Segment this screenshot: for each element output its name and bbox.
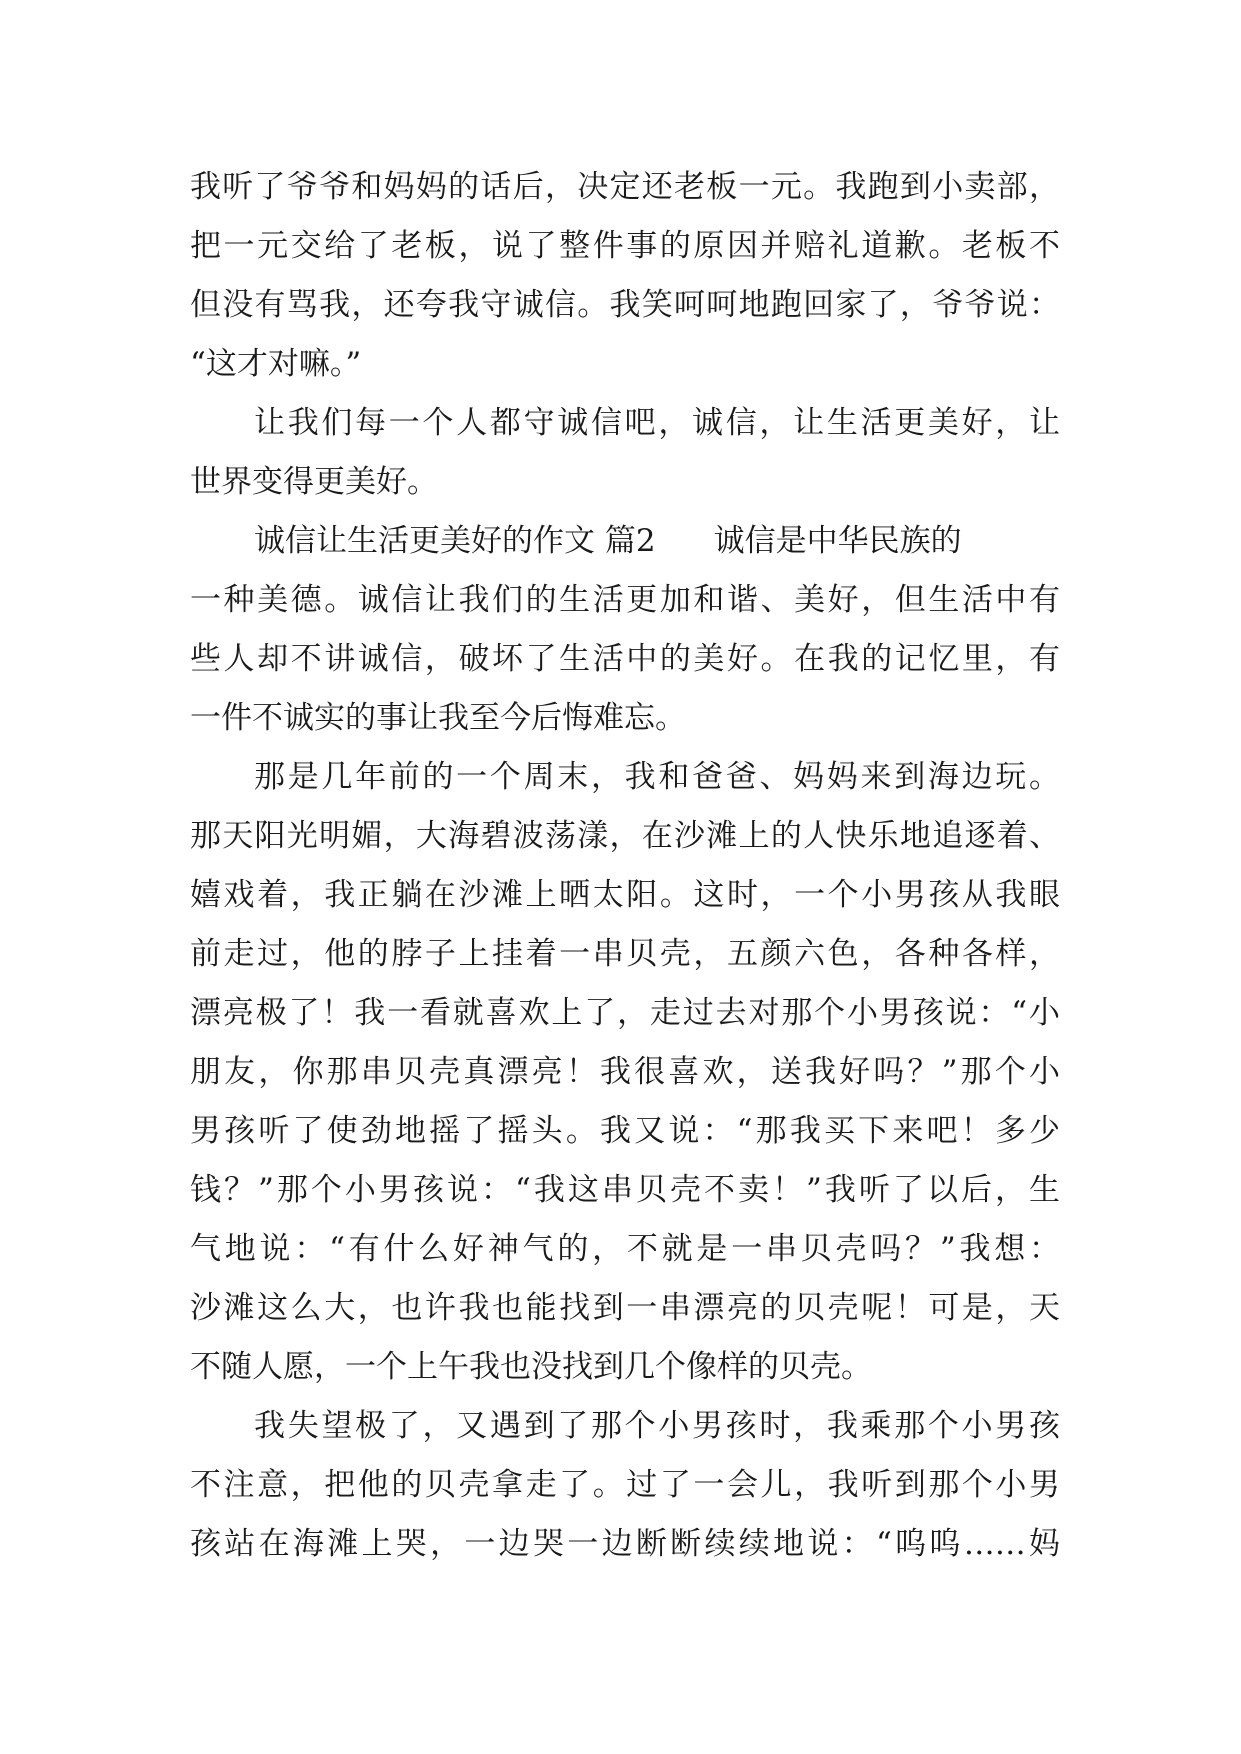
text-line xyxy=(190,512,1060,571)
essay-body xyxy=(190,158,1060,1574)
text-line: 不注意，把他的贝壳拿走了。过了一会儿，我听到那个小男 xyxy=(190,1467,1060,1503)
text-line: 男孩听了使劲地摇了摇头。我又说：“那我买下来吧！多少 xyxy=(190,1113,1060,1149)
essay-2-heading: 诚信让生活更美好的作文 篇2 xyxy=(254,523,656,559)
text-line: 我听了爷爷和妈妈的话后，决定还老板一元。我跑到小卖部， xyxy=(190,169,1060,205)
text-line: 不随人愿，一个上午我也没找到几个像样的贝壳。 xyxy=(190,1349,872,1385)
text-line: 前走过，他的脖子上挂着一串贝壳，五颜六色，各种各样， xyxy=(190,936,1060,972)
text-line: 嬉戏着，我正躺在沙滩上晒太阳。这时，一个小男孩从我眼 xyxy=(190,877,1060,913)
text-line: 但没有骂我，还夸我守诚信。我笑呵呵地跑回家了，爷爷说： xyxy=(190,287,1060,323)
text-line: 钱？”那个小男孩说：“我这串贝壳不卖！”我听了以后，生 xyxy=(190,1172,1060,1208)
text-line: 孩站在海滩上哭，一边哭一边断断续续地说：“呜呜……妈 xyxy=(190,1526,1060,1562)
text-line: 我失望极了，又遇到了那个小男孩时，我乘那个小男孩 xyxy=(254,1408,1060,1444)
text-line: 那天阳光明媚，大海碧波荡漾，在沙滩上的人快乐地追逐着、 xyxy=(190,818,1060,854)
text-line: “这才对嘛。” xyxy=(190,346,362,382)
text-line: 让我们每一个人都守诚信吧，诚信，让生活更美好，让 xyxy=(254,405,1060,441)
text-line: 把一元交给了老板，说了整件事的原因并赔礼道歉。老板不 xyxy=(190,228,1060,264)
text-line: 些人却不讲诚信，破坏了生活中的美好。在我的记忆里，有 xyxy=(190,641,1060,677)
text-line: 一种美德。诚信让我们的生活更加和谐、美好，但生活中有 xyxy=(190,582,1060,618)
text-line: 朋友，你那串贝壳真漂亮！我很喜欢，送我好吗？”那个小 xyxy=(190,1054,1060,1090)
essay-2-opening: 诚信是中华民族的 xyxy=(713,523,962,559)
text-line: 那是几年前的一个周末，我和爸爸、妈妈来到海边玩。 xyxy=(254,759,1060,795)
text-line: 漂亮极了！我一看就喜欢上了，走过去对那个小男孩说：“小 xyxy=(190,995,1060,1031)
text-line: 一件不诚实的事让我至今后悔难忘。 xyxy=(190,700,686,736)
text-line: 气地说：“有什么好神气的，不就是一串贝壳吗？”我想： xyxy=(190,1231,1060,1267)
text-line: 沙滩这么大，也许我也能找到一串漂亮的贝壳呢！可是，天 xyxy=(190,1290,1060,1326)
text-line: 世界变得更美好。 xyxy=(190,464,438,500)
